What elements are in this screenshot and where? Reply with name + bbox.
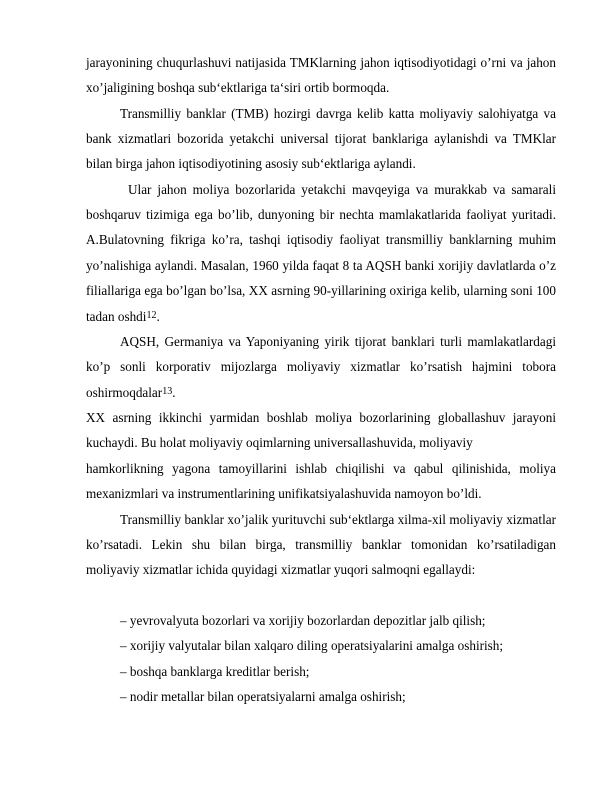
- footnote-ref-13: 13: [162, 386, 173, 398]
- paragraph-6: [86, 507, 556, 583]
- list-item: – xorijiy valyutalar bilan xalqaro diling operatsiyalarini amalga oshirish;: [120, 638, 504, 653]
- paragraph-5b: [86, 456, 556, 506]
- paragraph-1-text: jarayonining chuqurlashuvi natijasida TMKlarning jahon iqtisodiyotidagi o’rni va jahon xo’jaligining boshqa sub‘ektlariga ta‘siri ortib bormoqda.: [86, 55, 556, 96]
- footnote-ref-12: 12: [146, 310, 157, 322]
- paragraph-5b-text: hamkorlikning yagona tamoyillarini ishlab chiqilishi va qabul qilinishida, moliya mexanizmlari va instrumentlarining unifikatsiyalashuvida namoyon bo’ldi.: [86, 461, 556, 502]
- paragraph-3-text: [86, 177, 556, 329]
- list-item: – yevrovalyuta bozorlari va xorijiy bozorlardan depozitlar jalb qilish;: [120, 613, 486, 628]
- list-item: – nodir metallar bilan operatsiyalarni amalga oshirish;: [120, 689, 406, 704]
- paragraph-2-text: Transmilliy banklar (TMB) hozirgi davrga kelib katta moliyaviy salohiyatga va bank xizmatlari bozorida yetakchi universal tijorat banklariga aylanishdi va TMKlar bilan birga jahon iqtisodiyotining asosiy sub‘ektlariga aylandi.: [86, 106, 556, 172]
- paragraph-4: [86, 329, 556, 406]
- paragraph-5a: [86, 405, 556, 455]
- paragraph-6-text: Transmilliy banklar xo’jalik yurituvchi sub‘ektlarga xilma-xil moliyaviy xizmatlar ko’rsatadi. Lekin shu bilan birga, transmilliy banklar tomonidan ko’rsatiladigan moliyaviy xizmatlar ichida quyidagi xizmatlar yuqori salmoqni egallaydi:: [86, 512, 556, 578]
- paragraph-4-end: .: [172, 385, 176, 401]
- paragraph-5a-text: XX asrning ikkinchi yarmidan boshlab moliya bozorlarining globallashuv jarayoni kuchaydi. Bu holat moliyaviy oqimlarning universallashuvida, moliyaviy: [86, 410, 556, 451]
- paragraph-1: [86, 50, 556, 100]
- paragraph-3-body: Ular jahon moliya bozorlarida yetakchi mavqeyiga va murakkab va samarali boshqaruv tizimiga ega bo’lib, dunyoning bir nechta mamlakatlarida faoliyat yuritadi. A.Bulatovning fikriga ko’ra, tashqi iqtisodiy faoliyat transmilliy banklarning muhim yo’nalishiga aylandi. Masalan, 1960 yilda faqat 8 ta AQSH banki xorijiy davlatlarda o’z filiallariga ega bo’lgan bo’lsa, XX asrning 90-yillarining oxiriga kelib, ularning soni 100 tadan oshdi: [86, 182, 556, 325]
- paragraph-4-text: [86, 329, 556, 406]
- paragraph-2: [86, 101, 556, 177]
- list-item: – boshqa banklarga kreditlar berish;: [120, 664, 310, 679]
- paragraph-4-body: AQSH, Germaniya va Yaponiyaning yirik tijorat banklari turli mamlakatlardagi ko’p sonli korporativ mijozlarga moliyaviy xizmatlar ko’rsatish hajmini tobora oshirmoqdalar: [86, 334, 556, 401]
- paragraph-3-end: .: [156, 309, 160, 325]
- paragraph-3: [86, 177, 556, 329]
